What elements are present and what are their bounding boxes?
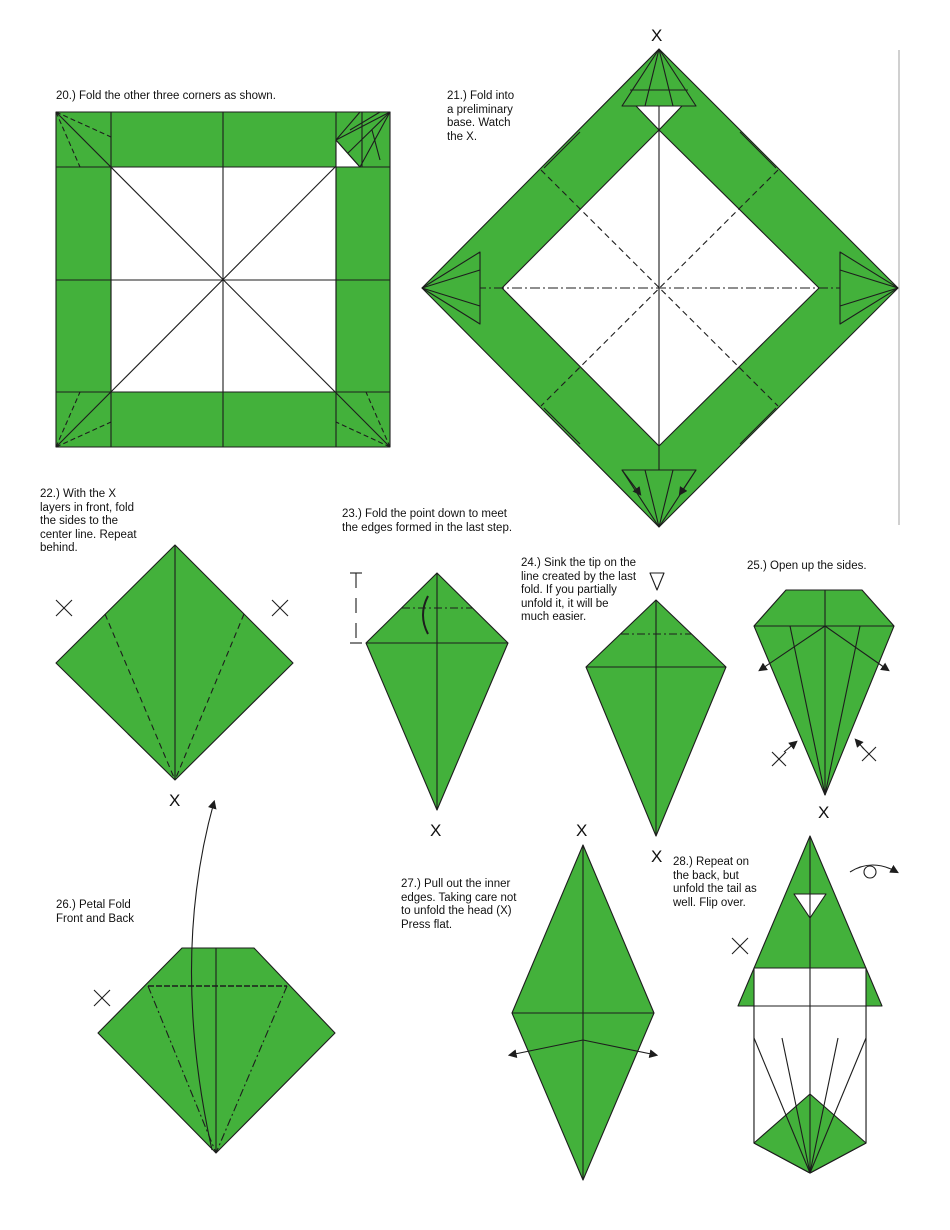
step-26-diagram (94, 802, 335, 1153)
step-22-caption: 22.) With the X layers in front, fold the sides to the center line. Repeat behind. (40, 488, 137, 554)
x-marker-step-21: X (651, 26, 663, 45)
step-24-caption: 24.) Sink the tip on the line created by the last fold. If you partially unfold it, it will be much easier. (521, 557, 637, 623)
x-marker-step-22: X (169, 791, 181, 810)
step-27-caption: 27.) Pull out the inner edges. Taking care not to unfold the head (X) Press flat. (401, 878, 517, 931)
step-23-caption: 23.) Fold the point down to meet the edges formed in the last step. (342, 508, 513, 534)
step-26-caption: 26.) Petal Fold Front and Back (56, 899, 134, 925)
step-20-caption: 20.) Fold the other three corners as shown. (56, 90, 276, 102)
x-marker-step-23: X (430, 821, 442, 840)
step-21-diagram (422, 49, 899, 527)
step-25-caption: 25.) Open up the sides. (747, 560, 867, 572)
step-28-diagram (732, 836, 897, 1173)
x-marker-step-25: X (818, 803, 830, 822)
x-marker-step-24: X (651, 847, 663, 866)
step-20-diagram (56, 112, 390, 447)
step-23-diagram (350, 573, 508, 810)
x-marker-step-27: X (576, 821, 588, 840)
step-21-caption: 21.) Fold into a preliminary base. Watch the X. (447, 90, 515, 143)
step-25-diagram (754, 590, 894, 795)
step-27-diagram (510, 845, 656, 1180)
step-28-caption: 28.) Repeat on the back, but unfold the tail as well. Flip over. (673, 856, 757, 909)
step-24-diagram (586, 573, 726, 836)
step-22-diagram (56, 545, 293, 780)
